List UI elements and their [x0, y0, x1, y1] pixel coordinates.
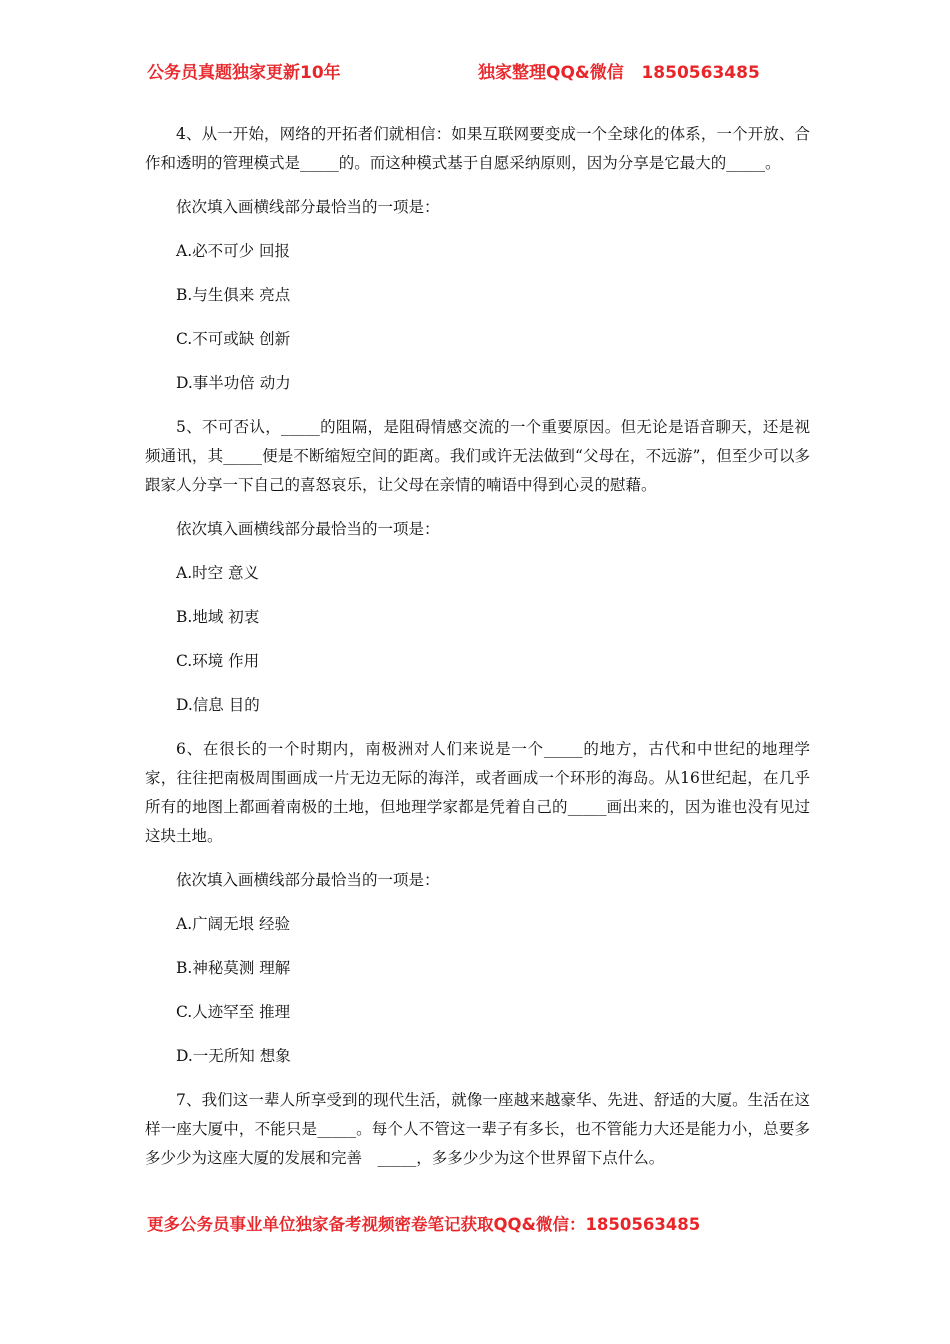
question-6-option-b: B.神秘莫测 理解 [176, 959, 291, 977]
question-5-option-d: D.信息 目的 [176, 696, 260, 714]
header-title-left: 公务员真题独家更新10年 [147, 63, 341, 83]
page-header [0, 58, 950, 84]
question-4-stem: 4、从一开始，网络的开拓者们就相信：如果互联网要变成一个全球化的体系，一个开放、合作和透明的管理模式是_____的。而这种模式基于自愿采纳原则，因为分享是它最大的_____。 [145, 125, 810, 172]
question-6-option-c: C.人迹罕至 推理 [176, 1003, 291, 1021]
question-5-option-b: B.地域 初衷 [176, 608, 260, 626]
question-5-prompt: 依次填入画横线部分最恰当的一项是： [176, 520, 440, 538]
question-5-option-c: C.环境 作用 [176, 652, 260, 670]
question-6-stem: 6、在很长的一个时期内，南极洲对人们来说是一个_____的地方，古代和中世纪的地理学家，往往把南极周围画成一片无边无际的海洋，或者画成一个环形的海岛。从16世纪起，在几乎所有的地图上都画着南极的土地，但地理学家都是凭着自己的_____画出来的，因为谁也没有见过这块土地。 [145, 740, 810, 845]
question-4-option-c: C.不可或缺 创新 [176, 330, 291, 348]
question-4-option-d: D.事半功倍 动力 [176, 374, 291, 392]
question-4-prompt: 依次填入画横线部分最恰当的一项是： [176, 198, 440, 216]
question-4-option-a: A.必不可少 回报 [176, 242, 291, 260]
header-contact-right: 独家整理QQ&微信 1850563485 [478, 63, 760, 83]
question-6-prompt: 依次填入画横线部分最恰当的一项是： [176, 871, 440, 889]
question-5-stem: 5、不可否认，_____的阻隔，是阻碍情感交流的一个重要原因。但无论是语音聊天，还是视频通讯，其_____便是不断缩短空间的距离。我们或许无法做到“父母在，不远游”，但至少可以多跟家人分享一下自己的喜怒哀乐，让父母在亲情的喃语中得到心灵的慰藉。 [145, 418, 810, 494]
question-6-option-a: A.广阔无垠 经验 [176, 915, 291, 933]
page-footer-banner: 更多公务员事业单位独家备考视频密卷笔记获取QQ&微信：1850563485 [147, 1215, 701, 1234]
question-4-option-b: B.与生俱来 亮点 [176, 286, 291, 304]
question-6-option-d: D.一无所知 想象 [176, 1047, 291, 1065]
question-7-stem: 7、我们这一辈人所享受到的现代生活，就像一座越来越豪华、先进、舒适的大厦。生活在这样一座大厦中，不能只是_____。每个人不管这一辈子有多长，也不管能力大还是能力小，总要多多少少为这座大厦的发展和完善 _____，多多少少为这个世界留下点什么。 [145, 1091, 810, 1167]
question-5-option-a: A.时空 意义 [176, 564, 260, 582]
document-body [145, 120, 810, 1173]
